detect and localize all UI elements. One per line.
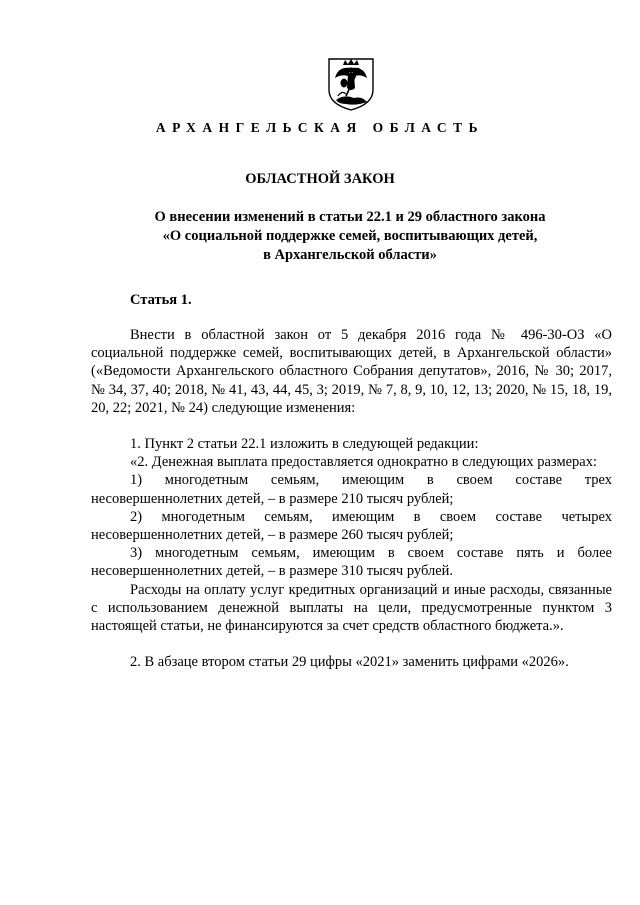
article-heading: Статья 1. bbox=[130, 292, 192, 308]
law-title-line: «О социальной поддержке семей, воспитывающих детей, bbox=[162, 228, 538, 244]
body-paragraph: 2. В абзаце втором статьи 29 цифры «2021» заменить цифрами «2026». bbox=[130, 654, 569, 671]
body-paragraph: 1) многодетным семьям, имеющим в своем составе трех несовершеннолетних детей, – в размере 210 тысяч рублей; bbox=[91, 472, 612, 507]
body-paragraph: 1. Пункт 2 статьи 22.1 изложить в следующей редакции: bbox=[130, 436, 479, 453]
body-paragraph: «2. Денежная выплата предоставляется однократно в следующих размерах: bbox=[130, 454, 598, 471]
law-title-line: в Архангельской области» bbox=[263, 247, 437, 263]
arkhangelsk-coat-of-arms-icon bbox=[326, 56, 376, 112]
article-body bbox=[91, 326, 612, 671]
body-paragraph: Внести в областной закон от 5 декабря 2016 года № 496-30-ОЗ «О социальной поддержке семей, воспитывающих детей, в Архангельской области» («Ведомости Архангельского областного Собрания депутатов», 2016, № 30; 2017, № 34, 37, 40; 2018, № 41, 43, 44, 45, 3; 2019, № 7, 8, 9, 10, 12, 13; 2020, № 15, 18, 19, 20, 22; 2021, № 24) следующие изменения: bbox=[91, 327, 612, 416]
body-paragraph: 2) многодетным семьям, имеющим в своем составе четырех несовершеннолетних детей, – в размере 260 тысяч рублей; bbox=[91, 508, 612, 544]
body-paragraph: Расходы на оплату услуг кредитных организаций и иные расходы, связанные с использованием денежной выплаты на цели, предусмотренные пунктом 3 настоящей статьи, не финансируются за счет средств областного бюджета.». bbox=[91, 581, 612, 635]
law-title-line: О внесении изменений в статьи 22.1 и 29 областного закона bbox=[154, 209, 546, 225]
body-paragraph: 3) многодетным семьям, имеющим в своем составе пять и более несовершеннолетних детей, – в размере 310 тысяч рублей. bbox=[91, 545, 612, 580]
law-title bbox=[100, 208, 600, 265]
document-type: ОБЛАСТНОЙ ЗАКОН bbox=[245, 171, 395, 187]
region-name: АРХАНГЕЛЬСКАЯ ОБЛАСТЬ bbox=[155, 120, 485, 135]
